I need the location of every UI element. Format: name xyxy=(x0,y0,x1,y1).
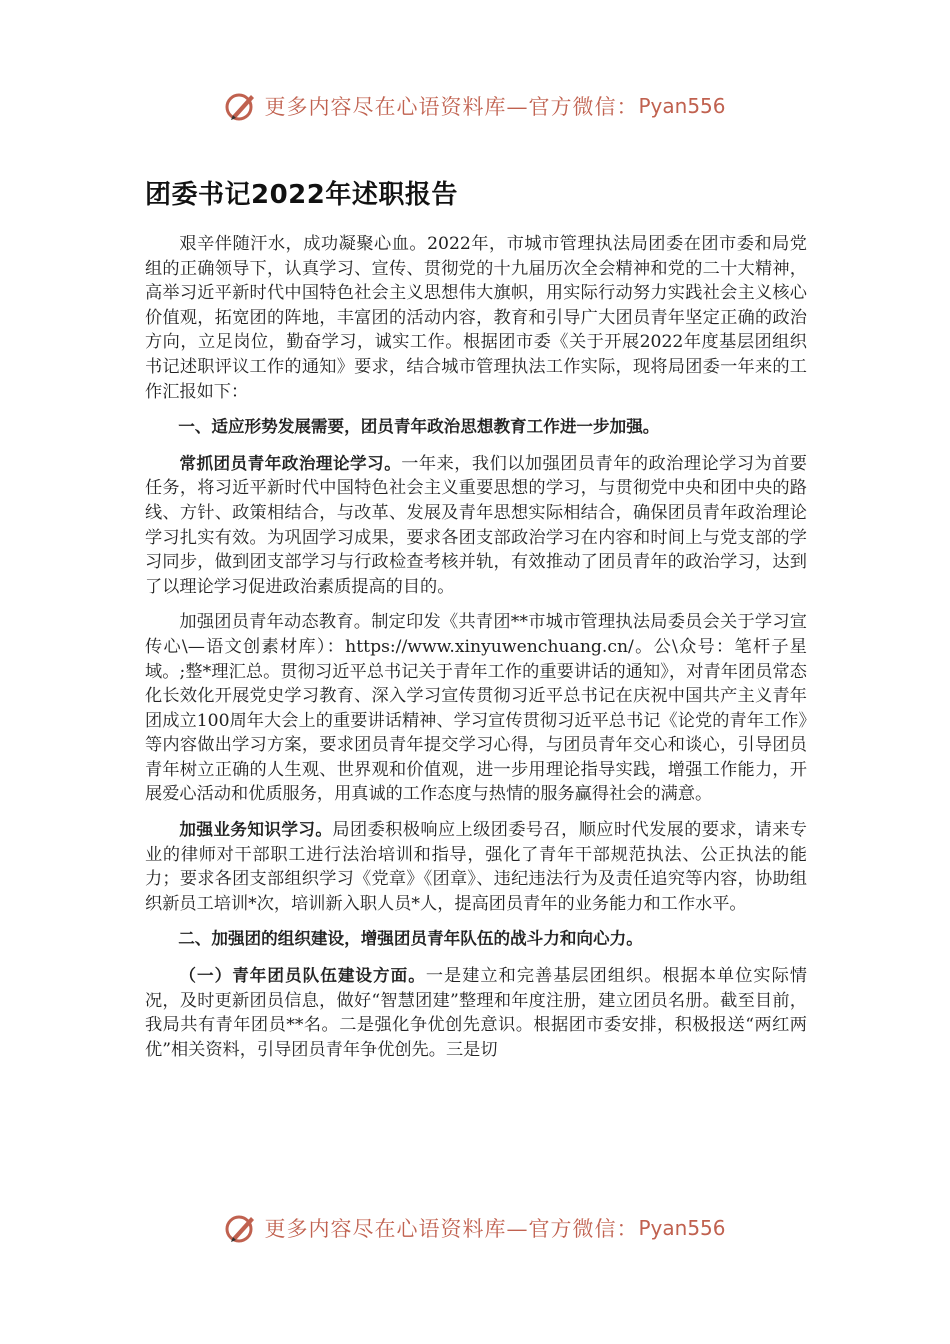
paragraph-text: 局团委积极响应上级团委号召，顺应时代发展的要求，请来专业的律师对干部职工进行法治培训和指导，强化了青年干部规范执法、公正执法的能力；要求各团支部组织学习《党章》《团章》、违纪违法行为及责任追究等内容，协助组织新员工培训*次，培训新入职人员*人，提高团员青年的业务能力和工作水平。 xyxy=(145,820,807,914)
header-watermark-banner xyxy=(0,86,950,126)
paragraph xyxy=(145,964,807,1062)
pen-logo-icon xyxy=(224,1211,258,1245)
paragraph xyxy=(145,818,807,916)
paragraph-lead: 常抓团员青年政治理论学习。 xyxy=(179,453,402,473)
paragraph-lead: （一）青年团员队伍建设方面。 xyxy=(179,966,426,986)
paragraph: 加强团员青年动态教育。制定印发《共青团**市城市管理执法局委员会关于学习宣传心\—语文创素材库）：https://www.xinyuwenchuang.cn/。公\众号：笔杆子星域。;整*理汇总。贯彻习近平总书记关于青年工作的重要讲话的通知》，对青年团员常态化长效化开展党史学习教育、深入学习宣传贯彻习近平总书记在庆祝中国共产主义青年团成立100周年大会上的重要讲话精神、学习宣传贯彻习近平总书记《论党的青年工作》等内容做出学习方案，要求团员青年提交学习心得，与团员青年交心和谈心，引导团员青年树立正确的人生观、世界观和价值观，进一步用理论指导实践，增强工作能力，开展爱心活动和优质服务，用真诚的工作态度与热情的服务赢得社会的满意。 xyxy=(145,612,807,805)
paragraph-text: 一年来，我们以加强团员青年的政治理论学习为首要任务，将习近平新时代中国特色社会主义重要思想的学习，与贯彻党中央和团中央的路线、方针、政策相结合，与改革、发展及青年思想实际相结合，确保团员青年政治理论学习扎实有效。为巩固学习成果，要求各团支部政治学习在内容和时间上与党支部的学习同步，做到团支部学习与行政检查考核并轨，有效推动了团员青年的政治学习，达到了以理论学习促进政治素质提高的目的。 xyxy=(145,453,807,597)
banner-text: 更多内容尽在心语资料库—官方微信： xyxy=(264,1217,639,1241)
banner-wechat-id: Pyan556 xyxy=(638,1216,726,1240)
banner-wechat-id: Pyan556 xyxy=(638,94,726,118)
document-title: 团委书记2022年述职报告 xyxy=(145,180,458,210)
paragraph-text: 一是建立和完善基层团组织。根据本单位实际情况，及时更新团员信息，做好“智慧团建”整理和年度注册，建立团员名册。截至目前，我局共有青年团员**名。二是强化争优创先意识。根据团市委安排，积极报送“两红两优”相关资料，引导团员青年争优创先。三是切 xyxy=(145,966,807,1060)
section-heading: 一、适应形势发展需要，团员青年政治思想教育工作进一步加强。 xyxy=(178,417,660,437)
pen-logo-icon xyxy=(224,89,258,123)
document-body xyxy=(145,232,807,1073)
paragraph xyxy=(145,452,807,600)
section-heading: 二、加强团的组织建设，增强团员青年队伍的战斗力和向心力。 xyxy=(178,929,643,949)
banner-text: 更多内容尽在心语资料库—官方微信： xyxy=(264,95,639,119)
footer-watermark-banner xyxy=(0,1208,950,1248)
paragraph: 艰辛伴随汗水，成功凝聚心血。2022年，市城市管理执法局团委在团市委和局党组的正确领导下，认真学习、宣传、贯彻党的十九届历次全会精神和党的二十大精神，高举习近平新时代中国特色社会主义思想伟大旗帜，用实际行动努力实践社会主义核心价值观，拓宽团的阵地，丰富团的活动内容，教育和引导广大团员青年坚定正确的政治方向，立足岗位，勤奋学习，诚实工作。根据团市委《关于开展2022年度基层团组织书记述职评议工作的通知》要求，结合城市管理执法工作实际，现将局团委一年来的工作汇报如下： xyxy=(145,234,807,402)
paragraph-lead: 加强业务知识学习。 xyxy=(179,820,333,840)
